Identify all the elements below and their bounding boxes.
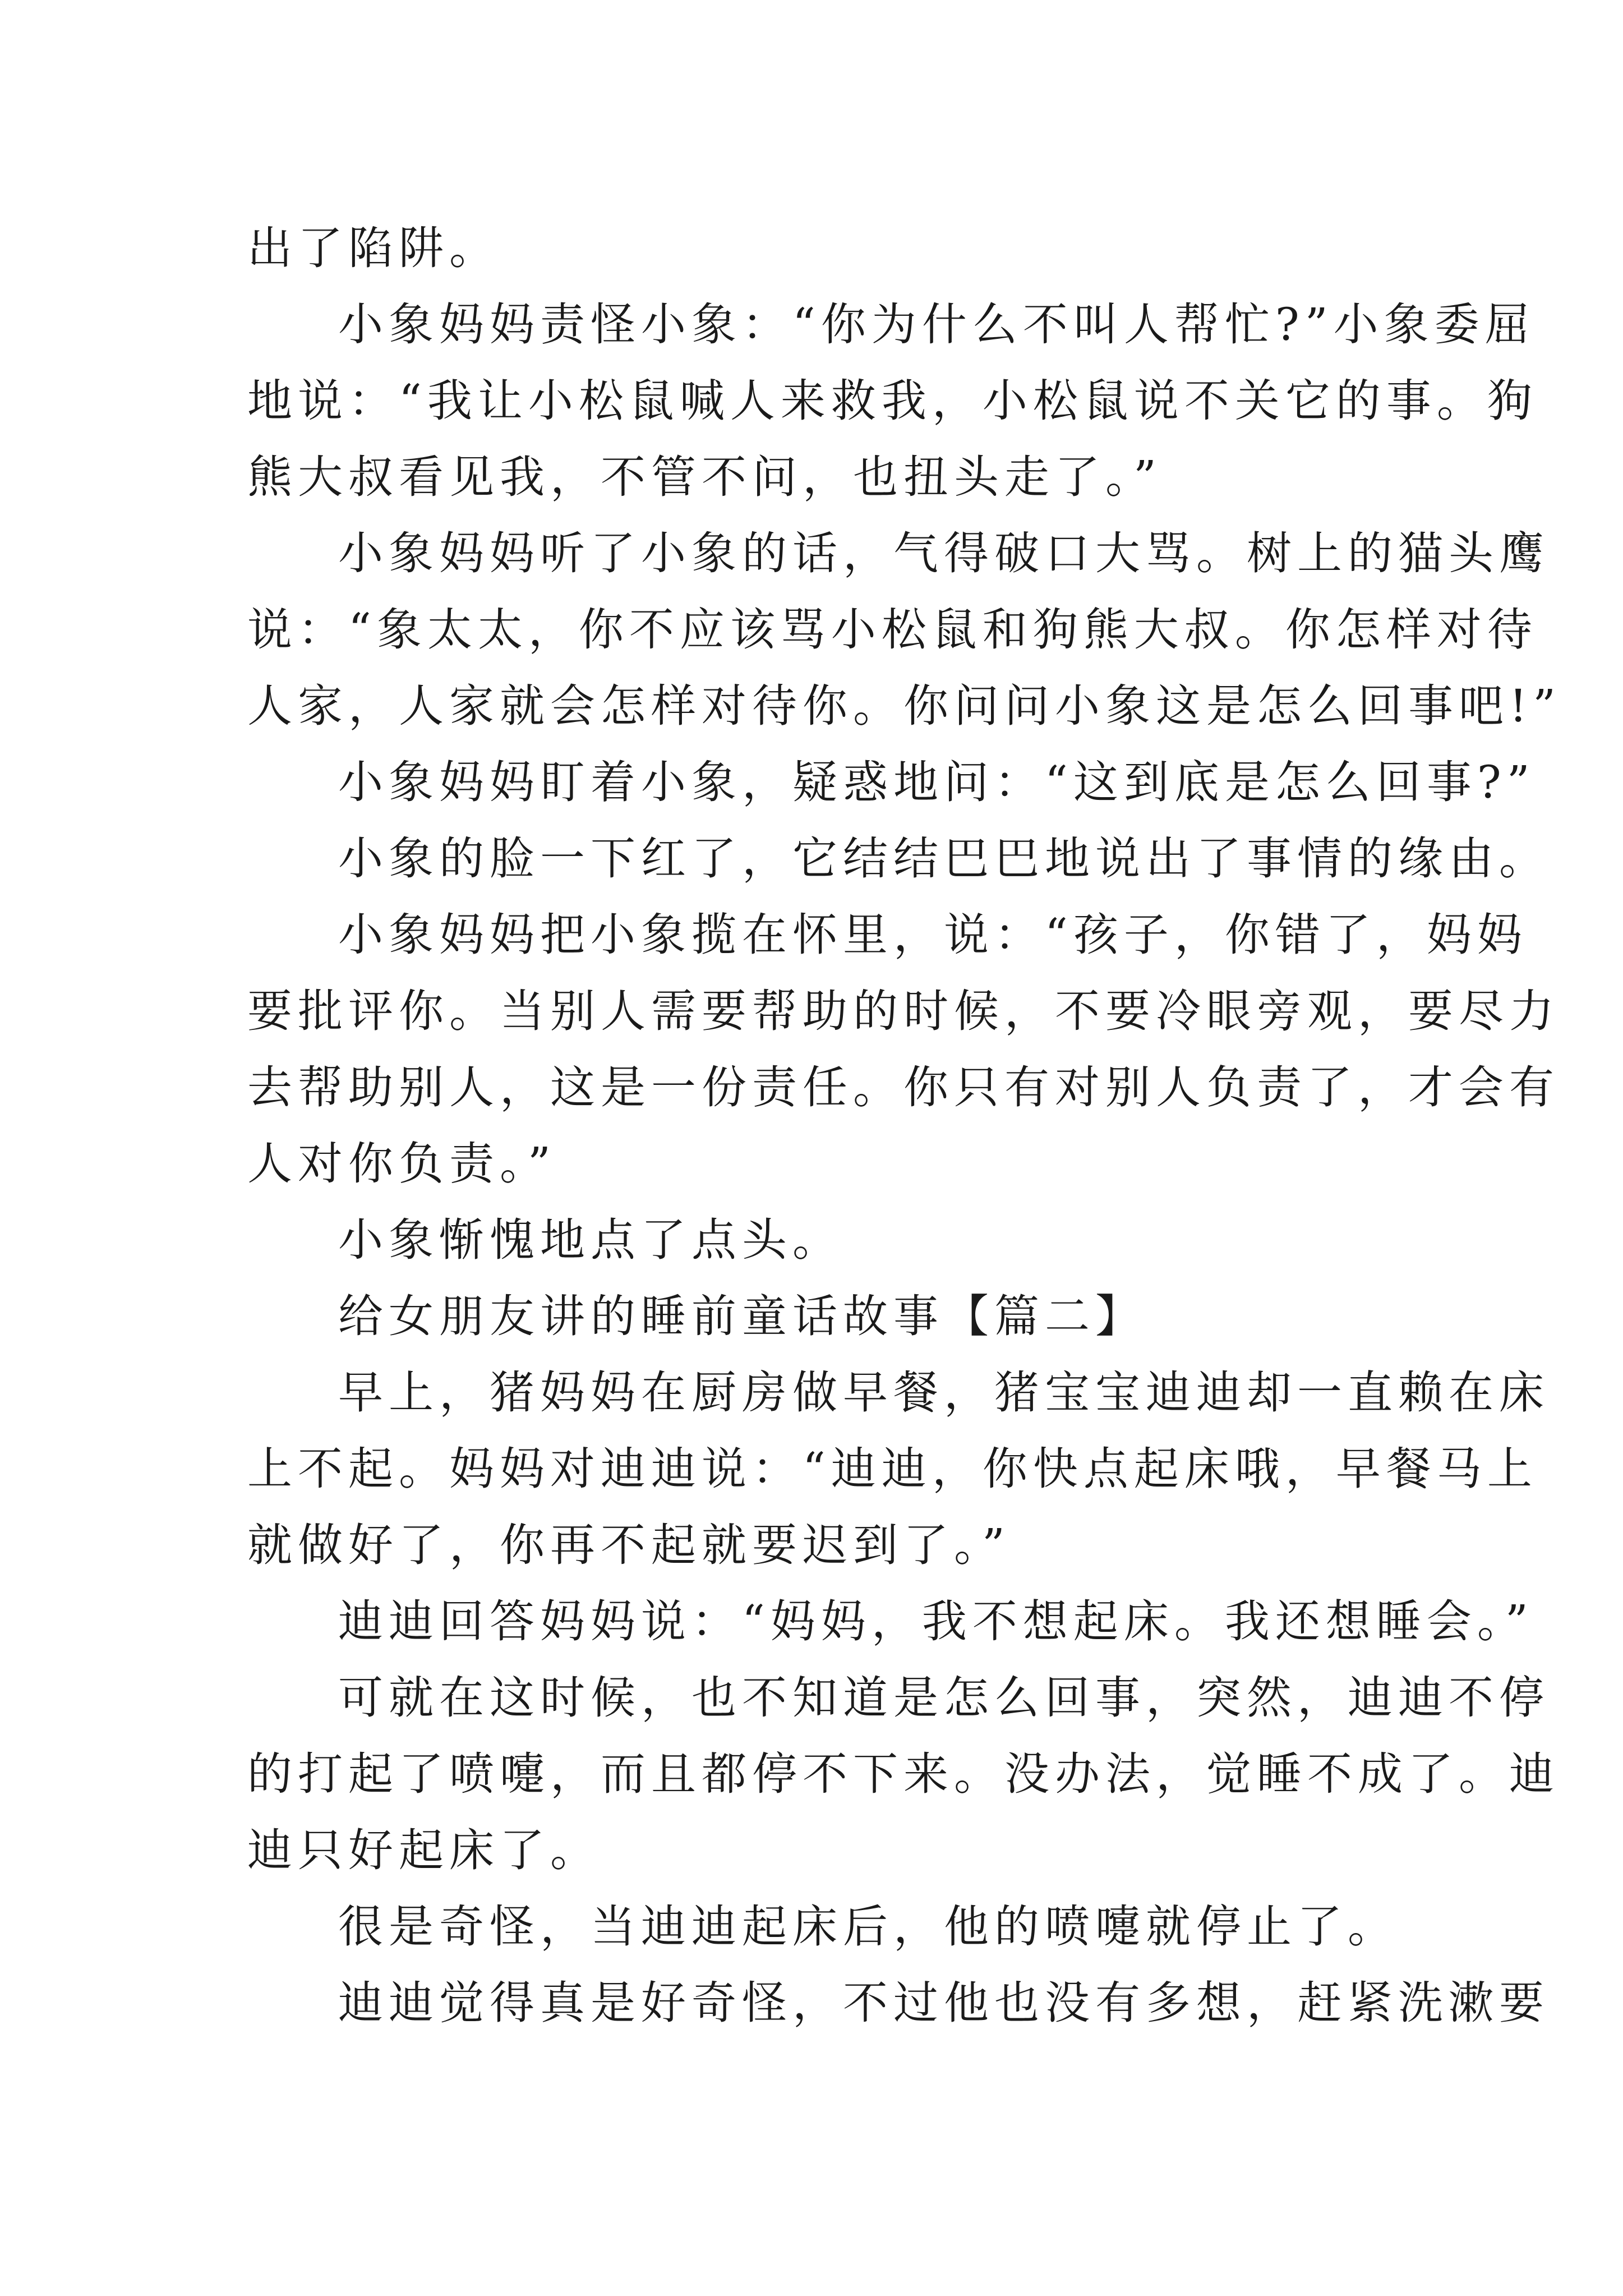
- text-line: 小象妈妈责怪小象：“你为什么不叫人帮忙?”小象委屈: [338, 298, 1536, 351]
- text-line: 可就在这时候，也不知道是怎么回事，突然，迪迪不停: [338, 1672, 1550, 1724]
- text-line: 迪迪觉得真是好奇怪，不过他也没有多想，赶紧洗漱要: [338, 1977, 1550, 2029]
- text-line: 小象妈妈听了小象的话，气得破口大骂。树上的猫头鹰: [338, 527, 1550, 579]
- text-line: 去帮助别人，这是一份责任。你只有对别人负责了，才会有: [247, 1061, 1560, 1114]
- text-line: 上不起。妈妈对迪迪说：“迪迪，你快点起床哦，早餐马上: [247, 1443, 1538, 1495]
- text-line: 早上，猪妈妈在厨房做早餐，猪宝宝迪迪却一直赖在床: [338, 1366, 1550, 1419]
- text-line: 小象惭愧地点了点头。: [338, 1214, 843, 1266]
- text-line: 地说：“我让小松鼠喊人来救我，小松鼠说不关它的事。狗: [247, 375, 1538, 427]
- text-line: 的打起了喷嚏，而且都停不下来。没办法，觉睡不成了。迪: [247, 1748, 1560, 1800]
- text-line: 迪只好起床了。: [247, 1824, 601, 1876]
- text-line: 小象妈妈把小象揽在怀里，说：“孩子，你错了，妈妈: [338, 909, 1528, 961]
- text-line: 小象妈妈盯着小象，疑惑地问：“这到底是怎么回事?”: [338, 756, 1536, 808]
- text-line: 小象的脸一下红了，它结结巴巴地说出了事情的缘由。: [338, 832, 1550, 885]
- text-line: 迪迪回答妈妈说：“妈妈，我不想起床。我还想睡会。”: [338, 1595, 1534, 1648]
- document-body: [247, 210, 1562, 2041]
- text-line: 人家，人家就会怎样对待你。你问问小象这是怎么回事吧!”: [247, 680, 1562, 732]
- text-line: 要批评你。当别人需要帮助的时候，不要冷眼旁观，要尽力: [247, 985, 1560, 1037]
- text-line: 说：“象太太，你不应该骂小松鼠和狗熊大叔。你怎样对待: [247, 604, 1538, 656]
- text-line: 很是奇怪，当迪迪起床后，他的喷嚏就停止了。: [338, 1901, 1398, 1953]
- text-line: 熊大叔看见我，不管不问，也扭头走了。”: [247, 451, 1162, 503]
- text-line: 人对你负责。”: [247, 1138, 556, 1190]
- text-line: 出了陷阱。: [247, 222, 500, 274]
- text-line: 给女朋友讲的睡前童话故事【篇二】: [338, 1290, 1146, 1342]
- text-line: 就做好了，你再不起就要迟到了。”: [247, 1519, 1011, 1571]
